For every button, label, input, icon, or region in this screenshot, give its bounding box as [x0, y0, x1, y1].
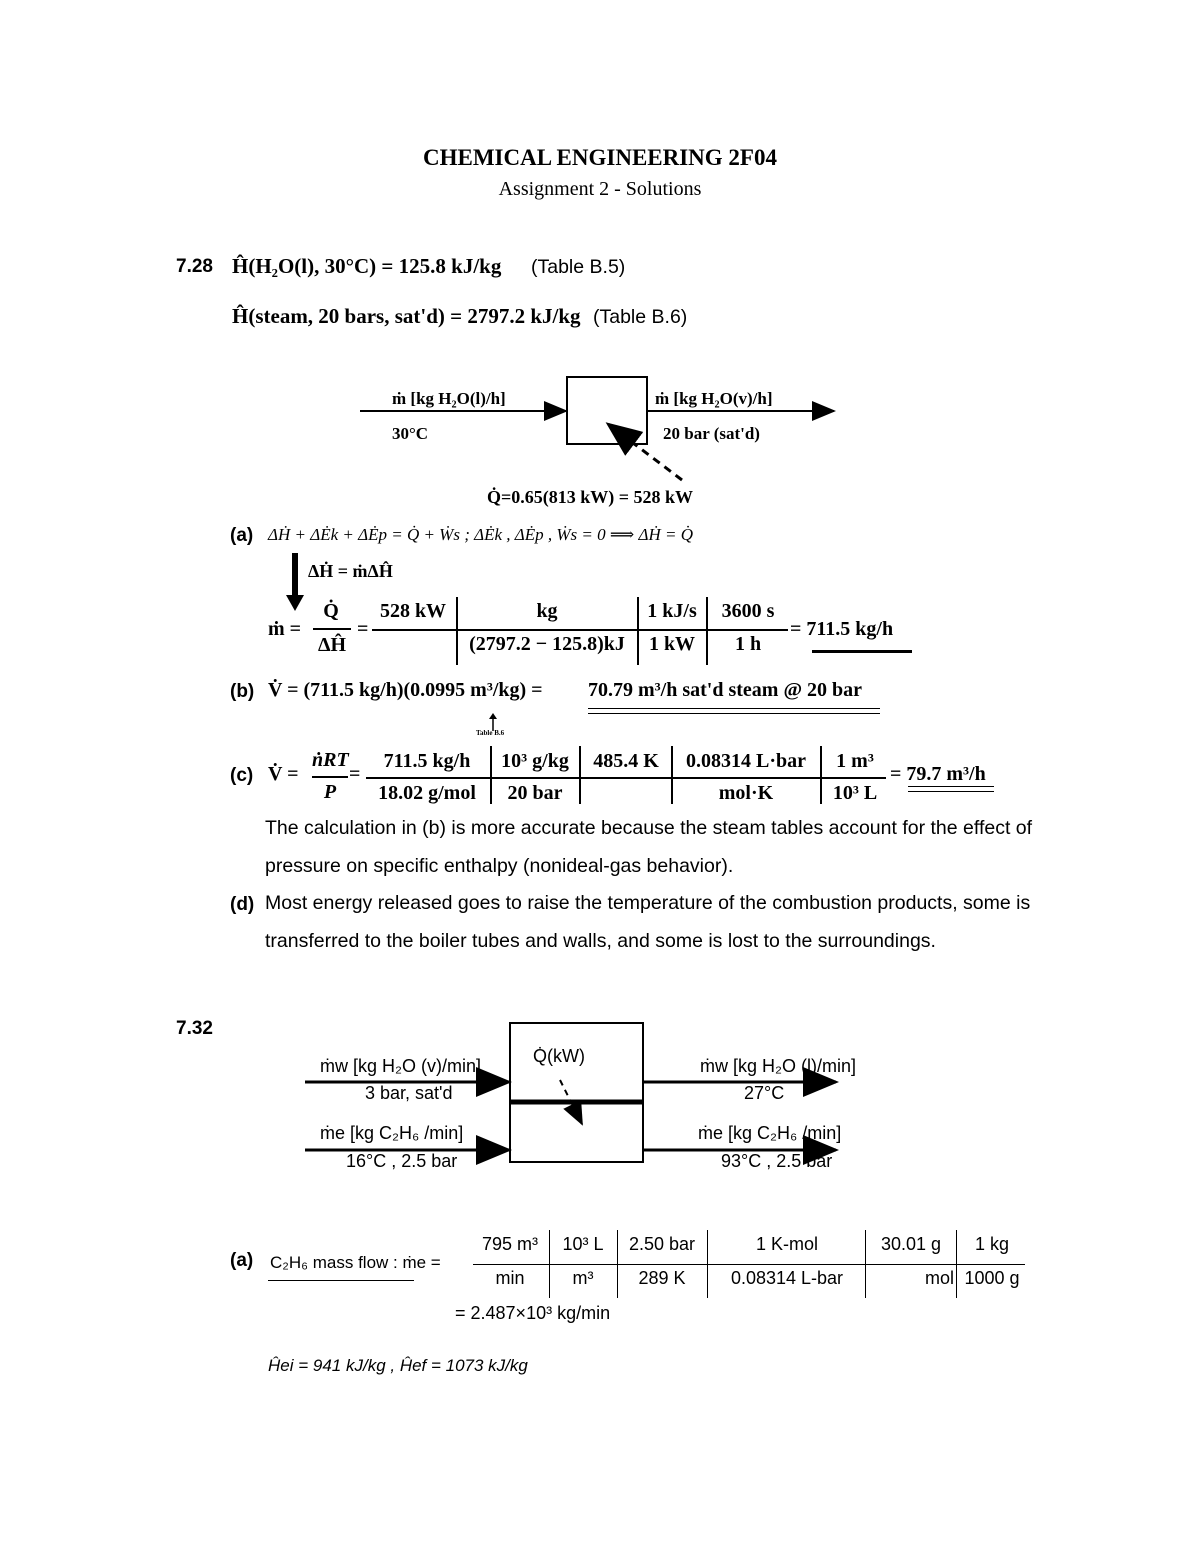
boiler-unit-box	[567, 377, 647, 444]
volumetric-flow-result: 70.79 m³/h sat'd steam @ 20 bar	[588, 679, 863, 701]
part-b-label: (b)	[230, 681, 255, 702]
steam-inlet-label: ṁw [kg H₂O (v)/min]	[320, 1056, 481, 1076]
steam-inlet-condition: 3 bar, sat'd	[365, 1083, 453, 1103]
heat-exchanger-diagram	[0, 1000, 1200, 1180]
boiler-diagram	[0, 0, 1200, 520]
table-ref-b5: (Table B.5)	[531, 256, 626, 278]
inlet-flow-label: ṁ [kg H₂O(l)/h]	[392, 389, 506, 408]
energy-balance: ΔḢ + ΔĖk + ΔĖp = Q̇ + Ẇs ; ΔĖk , ΔĖp , Ẇs = 0 ⟹ ΔḢ = Q̇	[268, 525, 694, 544]
ethane-outlet-label: ṁe [kg C₂H₆ /min]	[698, 1123, 842, 1143]
conv-1kw: 1 kW	[648, 633, 696, 655]
ethane-enthalpies: Ĥei = 941 kJ/kg , Ĥef = 1073 kJ/kg	[268, 1356, 528, 1375]
outlet-flow-label: ṁ [kg H₂O(v)/h]	[655, 389, 773, 408]
conv-1000l-732: 10³ L	[562, 1234, 604, 1254]
table-b6-note: Table B.6	[476, 729, 505, 737]
problem-number-732: 7.32	[176, 1018, 213, 1039]
volumetric-flow-expr: V̇ = (711.5 kg/h)(0.0995 m³/kg) =	[268, 679, 543, 701]
exchanger-box	[510, 1023, 643, 1162]
conv-795m3: 795 m³	[481, 1234, 539, 1254]
ethane-mass-flow-lhs: C₂H₆ mass flow : ṁe =	[270, 1253, 441, 1272]
conv-711kgh: 711.5 kg/h	[383, 750, 471, 772]
mass-flow-result: = 711.5 kg/h	[790, 618, 894, 640]
outlet-condition: 20 bar (sat'd)	[663, 424, 760, 443]
conv-k-mol: 1 K-mol	[755, 1234, 818, 1254]
down-arrow-icon	[283, 553, 307, 613]
conv-1kjs: 1 kJ/s	[647, 600, 697, 622]
conv-r-value: 0.08314 L·bar	[685, 750, 806, 772]
part-732a-label: (a)	[230, 1250, 254, 1271]
conv-4854k: 485.4 K	[593, 750, 659, 772]
equals-sign: =	[357, 618, 369, 640]
conv-kg: kg	[536, 600, 558, 622]
conv-1000g: 1000 g	[964, 1268, 1020, 1288]
water-outlet-label: ṁw [kg H₂O (l)/min]	[700, 1056, 856, 1076]
conv-1802gmol: 18.02 g/mol	[378, 782, 476, 804]
conv-20bar: 20 bar	[507, 782, 563, 804]
ethane-mass-flow-result: = 2.487×10³ kg/min	[455, 1303, 611, 1323]
accuracy-note: The calculation in (b) is more accurate because the steam tables account for the effect of pressure on specific enthalpy (nonideal-gas behavior).	[265, 817, 1033, 877]
part-a-label: (a)	[230, 525, 254, 546]
inlet-condition: 30°C	[392, 424, 429, 443]
ideal-gas-denominator: P	[323, 781, 337, 803]
problem-number-728: 7.28	[176, 256, 213, 277]
part-d-label: (d)	[230, 894, 255, 915]
energy-release-text: Most energy released goes to raise the temperature of the combustion products, some is transferred to the boiler tubes and walls, and some is lost to the surroundings.	[265, 892, 1031, 952]
fraction-numerator-q: Q̇	[323, 600, 339, 622]
conv-dh-kj: (2797.2 − 125.8)kJ	[469, 633, 625, 655]
conv-3001g: 30.01 g	[880, 1234, 942, 1254]
conv-mol-k: mol·K	[718, 782, 774, 804]
ideal-gas-numerator: ṅRT	[312, 749, 349, 771]
page-title: CHEMICAL ENGINEERING 2F04	[423, 145, 777, 170]
conv-3600s: 3600 s	[721, 600, 775, 622]
page-subtitle: Assignment 2 - Solutions	[498, 178, 702, 200]
enthalpy-liquid-water: Ĥ(H₂O(l), 30°C) = 125.8 kJ/kg	[232, 254, 502, 278]
conv-1kg: 1 kg	[974, 1234, 1010, 1254]
conv-1h: 1 h	[734, 633, 762, 655]
heat-rate-label: Q̇(kW)	[533, 1046, 585, 1066]
mass-flow-lhs: ṁ =	[268, 618, 302, 640]
conv-min: min	[495, 1268, 525, 1288]
conv-mol: mol	[924, 1268, 954, 1288]
part-c-label: (c)	[230, 765, 254, 786]
ethane-inlet-label: ṁe [kg C₂H₆ /min]	[320, 1123, 464, 1143]
fraction-denominator-dh: ΔĤ	[317, 634, 347, 656]
conv-250bar: 2.50 bar	[628, 1234, 696, 1254]
equals-sign-c: =	[349, 763, 361, 785]
conv-1000l: 10³ L	[832, 782, 878, 804]
heat-duty-label: Q̇=0.65(813 kW) = 528 kW	[487, 487, 694, 507]
water-outlet-condition: 27°C	[744, 1083, 785, 1103]
conv-528kw: 528 kW	[379, 600, 447, 622]
table-ref-b6: (Table B.6)	[593, 306, 688, 328]
ideal-gas-result: = 79.7 m³/h	[890, 763, 986, 785]
ethane-outlet-condition: 93°C , 2.5 bar	[721, 1151, 833, 1171]
ideal-gas-lhs: V̇ =	[268, 763, 299, 785]
conv-m3: m³	[572, 1268, 594, 1288]
conv-289k: 289 K	[638, 1268, 686, 1288]
conv-1000gkg: 10³ g/kg	[501, 750, 569, 772]
enthalpy-relation: ΔḢ = ṁΔĤ	[308, 561, 393, 581]
conv-l-bar: 0.08314 L-bar	[730, 1268, 844, 1288]
conv-1m3: 1 m³	[836, 750, 874, 772]
ethane-inlet-condition: 16°C , 2.5 bar	[346, 1151, 458, 1171]
enthalpy-steam: Ĥ(steam, 20 bars, sat'd) = 2797.2 kJ/kg	[232, 304, 581, 328]
